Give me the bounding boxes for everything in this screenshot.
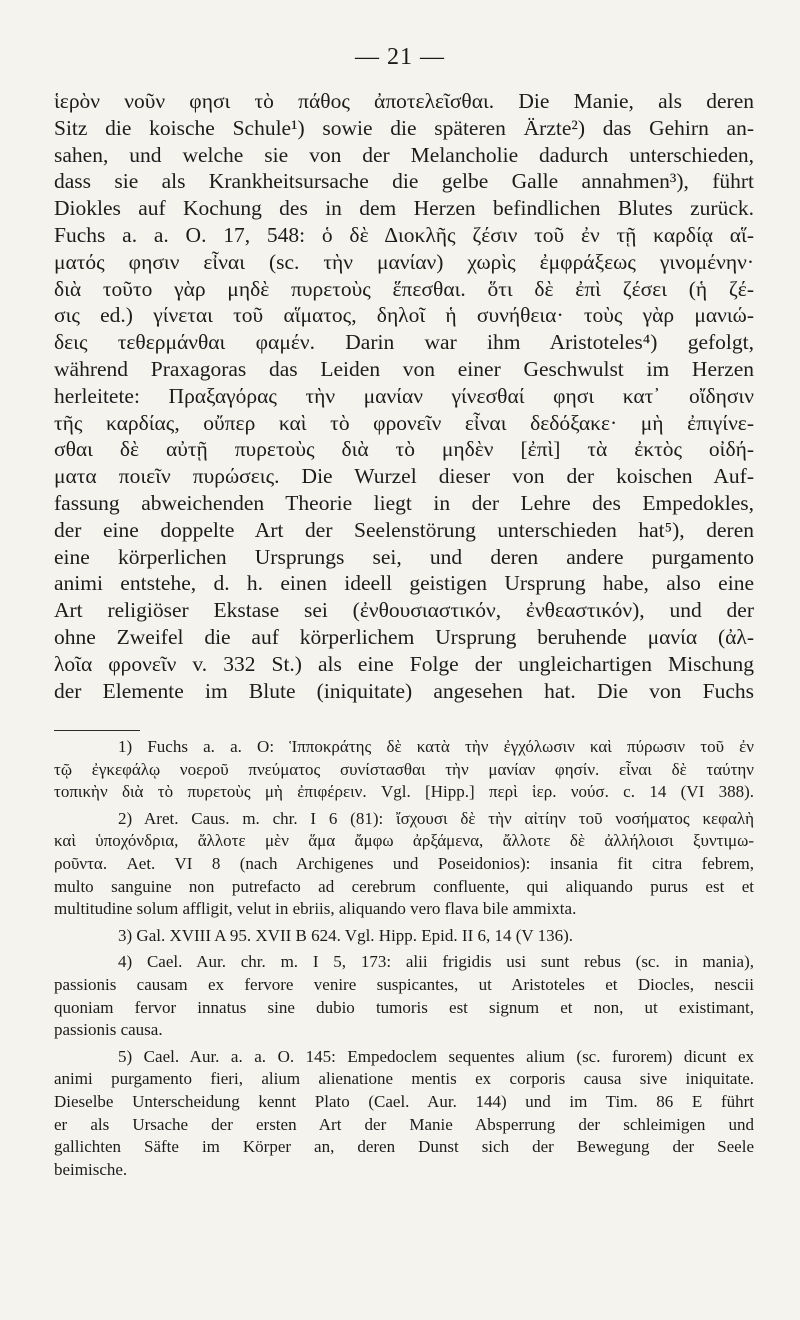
text-line: τῆς καρδίας, οὔπερ καὶ τὸ φρονεῖν εἶναι δεδόξακε· μὴ ἐπιγίνε- bbox=[54, 410, 754, 435]
text-line: ἱερὸν νοῦν φησι τὸ πάθος ἀποτελεῖσθαι. Die Manie, als deren bbox=[54, 89, 754, 113]
footnote-line: er als Ursache der ersten Art der Manie Absperrung der schleimigen und bbox=[54, 1114, 754, 1134]
text-line: σθαι δὲ αὐτῇ πυρετοὺς διὰ τὸ μηδὲν [ἐπὶ] τὰ ἐκτὸς οἰδή- bbox=[54, 437, 754, 462]
footnote-line: τοπικὴν διὰ τὸ πυρετοὺς μὴ ἐπιφέρειν. Vgl. [Hipp.] περὶ ἱερ. νούσ. c. 14 (VI 388). bbox=[54, 782, 754, 802]
text-line: Sitz die koische Schule¹) sowie die späteren Ärzte²) das Gehirn an- bbox=[54, 115, 754, 140]
footnote-line: 4) Cael. Aur. chr. m. I 5, 173: alii frigidis usi sunt rebus (sc. in mania), bbox=[118, 952, 754, 972]
footnote-line: multo sanguine non putrefacto ad cerebrum confluente, qui aliquando purus est et bbox=[54, 876, 754, 896]
footnote-divider bbox=[54, 730, 140, 731]
text-line: ματα ποιεῖν πυρώσεις. Die Wurzel dieser von der koischen Auf- bbox=[54, 464, 754, 489]
text-line: σις ed.) γίνεται τοῦ αἵματος, δηλοῖ ἡ συνήθεια· τοὺς γὰρ μανιώ- bbox=[54, 303, 754, 328]
text-line: eine körperlichen Ursprungs sei, und deren andere purgamento bbox=[54, 544, 754, 569]
text-line: Diokles auf Kochung des in dem Herzen befindlichen Blutes zurück. bbox=[54, 196, 754, 221]
text-line: διὰ τοῦτο γὰρ μηδὲ πυρετοὺς ἕπεσθαι. ὅτι δὲ ἐπὶ ζέσει (ἡ ζέ- bbox=[54, 276, 754, 301]
text-line: λοῖα φρονεῖν v. 332 St.) als eine Folge der ungleichartigen Mischung bbox=[54, 651, 754, 676]
main-text-block bbox=[54, 88, 754, 704]
footnote-line: 3) Gal. XVIII A 95. XVII B 624. Vgl. Hipp. Epid. II 6, 14 (V 136). bbox=[118, 925, 574, 945]
footnote-line: gallichten Säfte im Körper an, deren Dunst sich der Bewegung der Seele bbox=[54, 1137, 754, 1157]
text-line: Art religiöser Ekstase sei (ἐνθουσιαστικόν, ἐνθεαστικόν), und der bbox=[54, 598, 754, 623]
text-line: ohne Zweifel die auf körperlichem Ursprung beruhende μανία (ἀλ- bbox=[54, 624, 754, 649]
footnote-line: Dieselbe Unterscheidung kennt Plato (Cael. Aur. 144) und im Tim. 86 E führt bbox=[54, 1091, 754, 1111]
text-line: während Praxagoras das Leiden von einer Geschwulst im Herzen bbox=[54, 356, 754, 381]
text-line: der eine doppelte Art der Seelenstörung unterschieden hat⁵), deren bbox=[54, 517, 754, 542]
text-line: fassung abweichenden Theorie liegt in der Lehre des Empedokles, bbox=[54, 490, 754, 515]
footnotes-block bbox=[54, 736, 754, 1181]
text-line: der Elemente im Blute (iniquitate) angesehen hat. Die von Fuchs bbox=[54, 678, 754, 703]
text-line: sahen, und welche sie von der Melancholie dadurch unterschieden, bbox=[54, 142, 754, 167]
text-line: δεις τεθερμάνθαι φαμέν. Darin war ihm Aristoteles⁴) gefolgt, bbox=[54, 330, 754, 355]
text-line: Fuchs a. a. O. 17, 548: ὁ δὲ Διοκλῆς ζέσιν τοῦ ἐν τῇ καρδίᾳ αἵ- bbox=[54, 222, 754, 247]
text-line: dass sie als Krankheitsursache die gelbe Galle annahmen³), führt bbox=[54, 169, 754, 194]
footnote-line: καὶ ὑποχόνδρια, ἄλλοτε μὲν ἅμα ἄμφω ἀρξάμενα, ἄλλοτε δὲ ἀλλήλοισι ξυντιμω- bbox=[54, 831, 754, 851]
footnote-line: 5) Cael. Aur. a. a. O. 145: Empedoclem sequentes alium (sc. furorem) dicunt ex bbox=[118, 1046, 754, 1066]
footnote-line: quoniam fervor innatus sine dubio tumoris est signum et non, ut existimant, bbox=[54, 997, 754, 1017]
footnote-line: passionis causa. bbox=[54, 1020, 163, 1040]
footnote-line: τῷ ἐγκεφάλῳ νοεροῦ πνεύματος συνίστασθαι τὴν μανίαν φησίν. εἶναι δὲ ταύτην bbox=[54, 759, 754, 779]
footnote-line: passionis causam ex fervore venire suspicantes, ut Aristoteles et Diocles, nescii bbox=[54, 974, 754, 994]
footnote-line: 1) Fuchs a. a. O: Ἱπποκράτης δὲ κατὰ τὴν ἐγχόλωσιν καὶ πύρωσιν τοῦ ἐν bbox=[118, 737, 754, 756]
footnote-line: 2) Aret. Caus. m. chr. I 6 (81): ἴσχουσι δὲ τὴν αἰτίην τοῦ νοσήματος κεφαλὴ bbox=[118, 808, 754, 828]
footnote-line: ροῦντα. Aet. VI 8 (nach Archigenes und Poseidonios): insania fit citra febrem, bbox=[54, 853, 754, 873]
footnote-line: beimische. bbox=[54, 1159, 128, 1179]
page-number: — 21 — bbox=[355, 44, 445, 70]
footnote-line: multitudine solum affligit, velut in ebriis, aliquando vero flava bile ammixta. bbox=[54, 899, 577, 919]
footnote-line: animi purgamento fieri, alium alienatione mentis ex corporis causa sive iniquitate. bbox=[54, 1069, 754, 1089]
text-line: ματός φησιν εἶναι (sc. τὴν μανίαν) χωρὶς ἐμφράξεως γινομένην· bbox=[54, 249, 754, 274]
text-line: herleitete: Πραξαγόρας τὴν μανίαν γίνεσθαί φησι κατ᾿ οἴδησιν bbox=[54, 383, 754, 408]
text-line: animi entstehe, d. h. einen ideell geistigen Ursprung habe, also eine bbox=[54, 571, 754, 596]
